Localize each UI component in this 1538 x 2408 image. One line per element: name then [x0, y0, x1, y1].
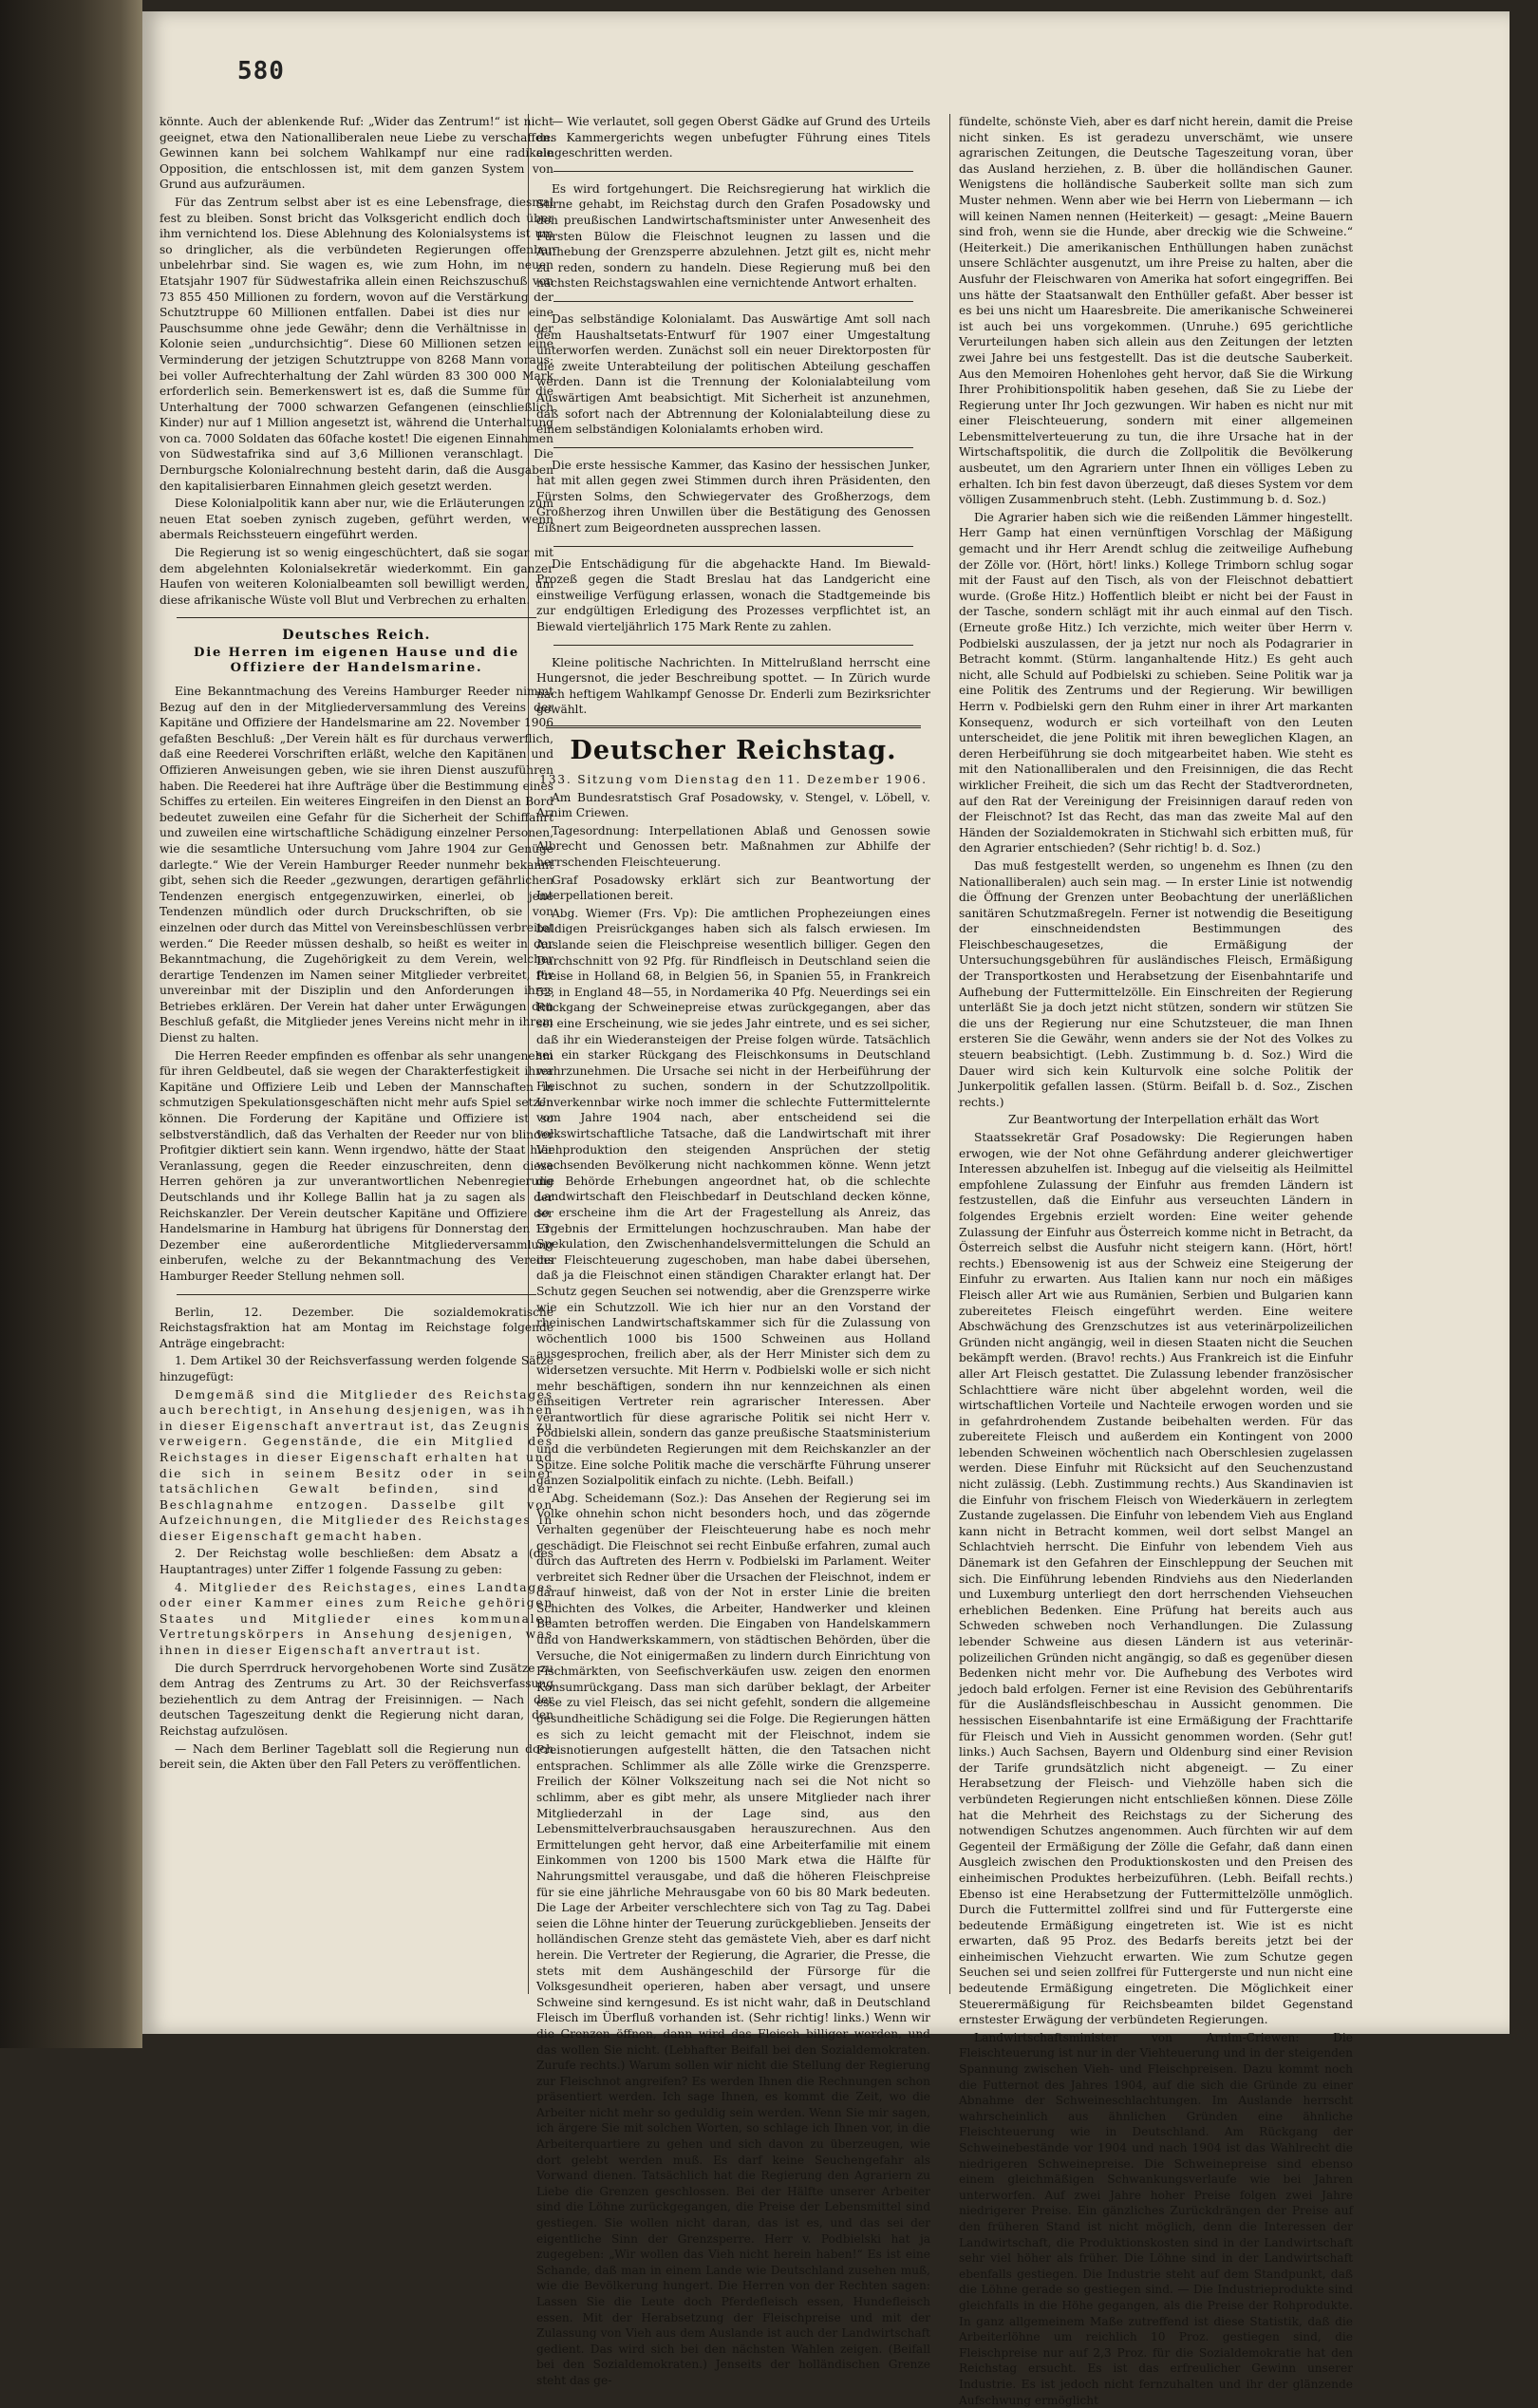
paragraph: Landwirtschaftsminister von Arnim-Criewen: Die Fleischteuerung ist nur in der Viehteuerung und in der steigenden Spannung zwischen Vieh- und Fleischpreisen. Dazu kommt noch die Futternot des Jahres 1904, auf die sich die Gründe zu einer Abnahme der Schweineschlachtungen. Im Auslande herrscht wahrscheinlich aus ähnlichen Gründen eine ähnliche Fleischteuerung wie in Deutschland. Am Rückgang der Schweinebestände vor 1904 und nach 1904 ist das Wahlrecht die niedrigeren Schweinepreise. Die Schweinepreise sind ebenso einem gleichmäßigen Schwankungsverlaufe wie bei Jahren unterworfen. Auf zwei Jahre hoher Preise folgen zwei Jahre niedrigerer Preise. Ein gänzliches Zurückdrängen der Preise auf den früheren Stand ist nicht möglich, denn die Interessen der Landwirtschaft, die Produktionskosten sind in der Landwirtschaft sehr viel höher als früher. Die Löhne sind in der Landwirtschaft ebenfalls gestiegen. Die Industrie steht auf dem Standpunkt, daß die Löhne gerade so gestiegen sind. — Die Industrieprodukte sind gleichfalls in die Höhe gegangen, als die Preise der Rohprodukte. In ganz allgemeinem Maße zutreffend ist diese Statistik, daß die Arbeiterlöhne um reichlich 10 Proz. gestiegen sind, die Fleischpreise nur auf 2,3 Proz. für die Sozialdemokratie hat den Reichstag ersucht. Es ist das erfreulicher Gewinn unserer Industrie. Es ist jedoch nicht fernzuhalten und ihr der glänzende Aufschwung ermöglicht	[959, 2030, 1353, 2407]
paragraph: Diese Kolonialpolitik kann aber nur, wie die Erläuterungen zum neuen Etat soeben zynisch zugeben, geführt werden, wenn abermals Reichssteuern eingeführt werden.	[159, 497, 553, 542]
paragraph: Am Bundesratstisch Graf Posadowsky, v. Stengel, v. Löbell, v. Arnim Criewen.	[536, 790, 930, 820]
paragraph: Berlin, 12. Dezember. Die sozialdemokratische Reichstagsfraktion hat am Montag im Reichstage folgende Anträge eingebracht:	[159, 1305, 553, 1350]
paragraph: — Nach dem Berliner Tageblatt soll die Regierung nun doch bereit sein, die Akten über den Fall Peters zu veröffentlichen.	[159, 1741, 553, 1772]
section-divider	[553, 171, 913, 172]
paragraph: Die erste hessische Kammer, das Kasino der hessischen Junker, hat mit allen gegen zwei Stimmen durch ihren Präsidenten, den Fürsten Solms, den Schwiegervater des Großherzogs, dem Großherzog ihren Unwillen über die Bestätigung des Genossen Eißnert zum Beigeordneten aussprechen lassen.	[536, 458, 930, 536]
paragraph: 4. Mitglieder des Reichstages, eines Landtages oder einer Kammer eines zum Reiche gehörigen Staates und Mitglieder eines kommunalen Vertretungskörpers in Ansehung desjenigen, was ihnen in dieser Eigenschaft anvertraut ist.	[159, 1580, 553, 1658]
book-binding	[0, 0, 142, 2048]
paragraph: Demgemäß sind die Mitglieder des Reichstages auch berechtigt, in Ansehung desjenigen, was ihnen in dieser Eigenschaft anvertraut ist, das Zeugnis zu verweigern. Gegenstände, die ein Mitglied des Reichstages in dieser Eigenschaft erhalten hat und die sich in seinem Besitz oder in seiner tatsächlichen Gewalt befinden, sind der Beschlagnahme entzogen. Dasselbe gilt von Aufzeichnungen, die Mitglieder des Reichstages in dieser Eigenschaft gemacht haben.	[159, 1387, 553, 1543]
section-divider	[553, 645, 913, 646]
paragraph: Das muß festgestellt werden, so ungenehm es Ihnen (zu den Nationalliberalen) auch sein mag. — In erster Linie ist notwendig die Öffnung der Grenzen unter Beobachtung der unerläßlichen sanitären Schutzmaßregeln. Ferner ist notwendig die Beseitigung der einschneidendsten Bestimmungen des Fleischbeschaugesetzes, die Ermäßigung der Untersuchungsgebühren für ausländisches Fleisch, Ermäßigung der Transportkosten und Herabsetzung der Eisenbahntarife und Aufhebung der Futtermittelzölle. Ein Einschreiten der Regierung unterläßt Sie ja doch jetzt nicht stützen, sondern wir stützen Sie die uns der Regierung nur eine Schutzsteuer, die man Ihnen ersteren Sie die Gewähr, wenn anders sie der Not des Volkes zu steuern beabsichtigt. (Lebh. Zustimmung b. d. Soz.) Wird die Dauer wird sich kein Kulturvolk eine solche Politik der Junkerpolitik gefallen lassen. (Stürm. Beifall b. d. Soz., Zischen rechts.)	[959, 858, 1353, 1109]
paragraph: Zur Beantwortung der Interpellation erhält das Wort	[1007, 1113, 1320, 1127]
paragraph: Die Regierung ist so wenig eingeschüchtert, daß sie sogar mit dem abgelehnten Kolonialsekretär wiederkommt. Ein ganzer Haufen von weiteren Kolonialbeamten soll bewilligt werden, um diese afrikanische Wüste voll Blut und Verbrechen zu erhalten.	[159, 546, 553, 607]
paragraph: Die Herren Reeder empfinden es offenbar als sehr unangenehm für ihren Geldbeutel, daß sie wegen der Charakterfestigkeit ihrer Kapitäne und Offiziere Leib und Leben der Mannschaften in schmutzigen Spekulationsgeschäften nicht mehr aufs Spiel setzen können. Die Forderung der Kapitäne und Offiziere ist so selbstverständlich, daß das Verhalten der Reeder nur von blinder Profitgier diktiert sein kann. Wenn irgendwo, hätte der Staat hier Veranlassung, gegen die Reeder einzuschreiten, denn diese Herren gehören ja zur unverantwortlichen Nebenregierung Deutschlands und ihr Kollege Ballin hat ja zu sagen als der Reichskanzler. Der Verein deutscher Kapitäne und Offiziere der Handelsmarine in Hamburg hat übrigens für Donnerstag den 13. Dezember eine außerordentliche Mitgliederversammlung einberufen, welche zu der Bekanntmachung des Vereins Hamburger Reeder Stellung nehmen soll.	[159, 1048, 553, 1283]
section-divider	[553, 447, 913, 448]
section-divider	[177, 1294, 536, 1295]
section-divider	[553, 301, 913, 302]
column-left	[159, 114, 553, 2008]
column-middle	[536, 114, 930, 2387]
paragraph: fündelte, schönste Vieh, aber es darf nicht herein, damit die Preise nicht sinken. Es ist geradezu unverschämt, wie unsere agrarischen Zeitungen, die Deutsche Tageszeitung voran, über das Ausland herziehen, z. B. über die holländischen Gauner. Wenigstens die holländische Sauberkeit sollte man sich zum Muster nehmen. Wenn aber wie bei Herrn von Liebermann — ich will keinen Namen nennen (Heiterkeit) — gesagt: „Meine Bauern sind froh, wenn sie die Hunde, aber dreckig wie die Schweine.“ (Heiterkeit.) Die amerikanischen Enthüllungen haben zunächst unsere Schlächter ausgenutzt, um ihre Preise zu halten, aber die Ausfuhr der Fleischwaren von Amerika hat sofort eingegriffen. Bei uns hätte der Staatsanwalt den Enthüller gefaßt. Aber besser ist es bei uns nicht um Haaresbreite. Die amerikanische Schweinerei ist auch bei uns vorgekommen. (Unruhe.) 695 gerichtliche Verurteilungen haben sich allein aus den Zeitungen der letzten zwei Jahre bei uns festgestellt. Das ist die deutsche Sauberkeit. Aus den Memoiren Hohenlohes geht hervor, daß Sie die Wirkung Ihrer Prohibitionspolitik haben gesehen, daß Sie zu Liebe der Regierung unter Ihr Joch gezwungen. Wir haben es nicht nur mit einer Fleischteuerung, sondern mit einer allgemeinen Lebensmittelverteuerung zu tun, die ihre Ursache hat in der Wirtschaftspolitik, die durch die Zollpolitik die Bevölkerung ausbeutet, um den Agrariern unter Ihnen ein völliges Leben zu erhalten. Ich bin fest davon überzeugt, daß dieses System vor dem völligen Zusammenbruch steht. (Lebh. Zustimmung b. d. Soz.)	[959, 115, 1353, 507]
section-divider	[553, 546, 913, 547]
paragraph: Abg. Wiemer (Frs. Vp): Die amtlichen Prophezeiungen eines baldigen Preisrückganges haben sich als falsch erwiesen. Im Auslande seien die Fleischpreise wesentlich billiger. Gegen den Durchschnitt von 92 Pfg. für Rindfleisch in Deutschland seien die Preise in Holland 68, in Belgien 56, in Spanien 55, in Frankreich 52, in England 48—55, in Nordamerika 40 Pfg. Neuerdings sei ein Rückgang der Schweinepreise etwas zurückgegangen, aber das sei eine Erscheinung, wie sie jedes Jahr eintrete, und es sei sicher, daß ihr ein Wiederansteigen der Preise folgen würde. Tatsächlich sei ein starker Rückgang des Fleischkonsums in Deutschland wahrzunehmen. Die Ursache sei nicht in der Herbeiführung der Fleischnot zu suchen, sondern in der Schutzzollpolitik. Unverkennbar wirke noch immer die schlechte Futtermittelernte vom Jahre 1904 nach, aber entscheidend sei die volkswirtschaftliche Tatsache, daß die Landwirtschaft mit ihrer Viehproduktion den steigenden Ansprüchen der stetig wachsenden Bevölkerung nicht nachkommen könne. Wenn jetzt die Behörde Erhebungen angeordnet hat, ob die schlechte Landwirtschaft den Fleischbedarf in Deutschland decken könne, so erscheine ihm die Art der Fragestellung als Anreiz, das Ergebnis der Ermittelungen hochzuschrauben. Man habe der Spekulation, den Zwischenhandelsvermittelungen die Schuld an der Fleischteuerung zugeschoben, man habe dabei übersehen, daß ja die Fleischnot einen ständigen Charakter erlangt hat. Der Schutz gegen Seuchen sei notwendig, aber die Grenzsperre wirke wie ein Schutzzoll. Wie ich hier nur an den Vorstand der rheinischen Landwirtschaftskammer sich für die Zulassung von wöchentlich 1000 bis 1500 Schweinen aus Holland ausgesprochen, freilich aber, als der Herr Minister sich dem zu widersetzen versuchte. Mit Herrn v. Podbielski wolle er sich nicht mehr beschäftigen, sondern ihn nur kennzeichnen als einen einseitigen Vertreter rein agrarischer Interessen. Aber verantwortlich für diese agrarische Politik sei nicht Herr v. Podbielski allein, sondern das ganze preußische Staatsministerium und die verbündeten Regierungen mit dem Reichskanzler an der Spitze. Eine solche Politik mache die verschärfte Führung unserer ganzen Sozialpolitik einfach zu nichte. (Lebh. Beifall.)	[536, 906, 930, 1488]
paragraph: Abg. Scheidemann (Soz.): Das Ansehen der Regierung sei im Volke ohnehin schon nicht besonders hoch, und das zögernde Verhalten gegenüber der Fleischteuerung habe es noch mehr geschädigt. Die Fleischnot sei recht Einbuße erfahren, zumal auch durch das Auftreten des Herrn v. Podbielski im Parlament. Weiter verbreitet sich Redner über die Ursachen der Fleischnot, indem er darauf hinweist, daß von der Not in erster Linie die breiten Schichten des Volkes, die Arbeiter, Handwerker und kleinen Beamten betroffen werden. Die Eingaben von Handelskammern und von Handwerkskammern, von städtischen Behörden, über die Versuche, die Not einigermaßen zu lindern durch Einrichtung von Fischmärkten, von Seefischverkäufen usw. zeigen den enormen Konsumrückgang. Dass man sich darüber beklagt, der Arbeiter esse zu viel Fleisch, das sei nicht gefehlt, sondern die allgemeine gesundheitliche Schädigung sei die Folge. Die Regierungen hätten es sich zu leicht gemacht mit der Fleischnot, indem sie Preisnotierungen aufgestellt hätten, die den Tatsachen nicht entsprachen. Schlimmer als alle Zölle wirke die Grenzsperre. Freilich der Kölner Volkszeitung nach sei die Not nicht so schlimm, aber es gibt mehr, als unsere Mitglieder nach ihrer Mitgliederzahl in der Lage sind, aus den Lebensmittelverbrauchsausgaben herauszurechnen. Aus den Ermittelungen geht hervor, daß eine Arbeiterfamilie mit einem Einkommen von 1200 bis 1500 Mark etwa die Hälfte für Nahrungsmittel verausgabe, und daß die höheren Fleischpreise für sie eine jährliche Mehrausgabe von 60 bis 80 Mark bedeuten. Die Lage der Arbeiter verschlechtere sich von Tag zu Tag. Dabei seien die Löhne hinter der Teuerung zurückgeblieben. Jenseits der holländischen Grenze steht das gemästete Vieh, aber es darf nicht herein. Die Vertreter der Regierung, die Agrarier, die Presse, die stets mit dem Aushängeschild der Fürsorge für die Volksgesundheit operieren, haben aber versagt, und unsere Schweine sind kerngesund. Es ist nicht wahr, daß in Deutschland Fleisch im Überfluß vorhanden ist. (Sehr richtig! links.) Wenn wir die Grenzen öffnen, dann wird das Fleisch billiger werden, und das wollen Sie nicht. (Lebhafter Beifall bei den Sozialdemokraten. Zurufe rechts.) Warum sollen wir nicht die Stellung der Regierung zur Fleischnot angreifen? Es werden Ihnen die Rechnungen schon präsentiert werden. Ich sage Ihnen, es kommt die Zeit, wo die Arbeiter nicht mehr so geduldig sein werden. Wenn Sie mir sagen, ich ärgere Sie mit solchen Worten, so schlage ich Ihnen vor, in die Arbeiterquartiere zu gehen und sich davon zu überzeugen, wie dort gelebt werden muß. Es darf keine Seuchengefahr als Vorwand dienen. Tatsächlich hat die Regierung den Agrariern zu Liebe die Grenzen geschlossen. Bei der Hälfte unserer Arbeiter sind die Löhne zurückgegangen, die Preise der Lebensmittel sind gestiegen. Sie wollen nicht daran, das ist es, und das sei der eigentliche Sinn der Grenzsperre. Herr v. Podbielski hat ja zugegeben: „Wir wollen das Vieh nicht herein haben!“ Es ist eine Schande, daß man in einem Lande wie Deutschland zusehen muß, wie die Bevölkerung hungert. Die Herren von der Rechten sagen: Lassen Sie die Leute doch Pferdefleisch essen, Hundefleisch essen. Mit der Herabsetzung der Fleischpreise und mit der Zulassung von Vieh aus dem Auslande ist auch der Landwirtschaft gedient. Das wird sich bei den nächsten Wahlen zeigen. (Beifall bei den Sozialdemokraten.) Jenseits der holländischen Grenze steht das ge-	[536, 1491, 930, 2387]
page-number: 580	[237, 57, 285, 85]
paragraph: Für das Zentrum selbst aber ist es eine Lebensfrage, diesmal fest zu bleiben. Sonst bricht das Volksgericht endlich doch über ihm vernichtend los. Diese Ablehnung des Kolonialsystems ist um so dringlicher, als die verbündeten Regierungen offenbar unbelehrbar sind. Sie wagen es, wie zum Hohn, im neuen Etatsjahr 1907 für Südwestafrika allein einen Reichszuschuß von 73 855 450 Millionen zu fordern, wovon auf die Verstärkung der Schutztruppe 60 Millionen entfallen. Dabei ist dies nur eine Pauschsumme ohne jede Gewähr; denn die Verhältnisse in der Kolonie seien „undurchsichtig“. Diese 60 Millionen setzen eine Verminderung der jetzigen Schutztruppe von 8268 Mann voraus; bei voller Aufrechterhaltung der Zahl würden 83 300 000 Mark erforderlich sein. Bemerkenswert ist es, daß die Summe für die Unterhaltung der 7000 schwarzen Gefangenen (einschließlich Kinder) nur auf 1 Million angesetzt ist, während die Unterhaltung von ca. 7000 Soldaten das 60fache kostet! Die eigenen Einnahmen von Südwestafrika sind auf 3,6 Millionen veranschlagt. Die Dernburgsche Kolonialrechnung besteht darin, daß die Ausgaben den kapitalisierbaren Einnahmen gleich gesetzt werden.	[159, 195, 553, 493]
section-heading: Deutsches Reich.	[282, 628, 431, 644]
article-headline: Die Herren im eigenen Hause und die Offiziere der Handelsmarine.	[193, 646, 520, 675]
paragraph: Die durch Sperrdruck hervorgehobenen Worte sind Zusätze zu dem Antrag des Zentrums zu Art. 30 der Reichsverfassung beziehentlich zu dem Antrag der Freisinnigen. — Nach der deutschen Tageszeitung denkt die Regierung nicht daran, den Reichstag aufzulösen.	[159, 1661, 553, 1738]
paragraph: könnte. Auch der ablenkende Ruf: „Wider das Zentrum!“ ist nicht geeignet, etwa den Nationalliberalen neue Liebe zu verschaffen. Gewinnen kann bei solchem Wahlkampf nur eine radikale Opposition, die entschlossen ist, mit dem ganzen System von Grund aus aufzuräumen.	[159, 115, 553, 192]
paragraph: 2. Der Reichstag wolle beschließen: dem Absatz a (des Hauptantrages) unter Ziffer 1 folgende Fassung zu geben:	[159, 1547, 553, 1577]
section-divider	[546, 725, 921, 728]
paragraph: Eine Bekanntmachung des Vereins Hamburger Reeder nimmt Bezug auf den in der Mitgliederversammlung des Vereins der Kapitäne und Offiziere der Handelsmarine am 22. November 1906 gefaßten Beschluß: „Der Verein hält es für durchaus verwerflich, daß eine Reederei Vorschriften erläßt, welche den Kapitänen und Offizieren Anweisungen geben, wie sie ihren Dienst auszuführen haben. Die Reederei hat ihre Aufträge über die Bestimmung eines Schiffes zu erteilen. Ein weiteres Eingreifen in den Dienst an Bord bedeutet zuweilen eine Gefahr für die Sicherheit der Schiffahrt und zuweilen eine wirtschaftliche Schädigung einzelner Personen, wie die sesamtliche Untersuchung vom Jahre 1904 zur Genüge darlegte.“ Wie der Verein Hamburger Reeder nunmehr bekannt gibt, sehen sich die Reeder „gezwungen, derartigen gefährlichen Tendenzen energisch entgegenzuwirken, einerlei, ob jene Tendenzen mündlich oder durch Druckschriften, ob sie von einzelnen oder durch das Mittel von Vereinsbeschlüssen verbreitet werden.“ Die Reeder müssen deshalb, so heißt es weiter in der Bekanntmachung, die Zugehörigkeit zu dem Verein, welcher derartige Tendenzen im Namen seiner Mitglieder verbreitet, für unvereinbar mit der Disziplin und den Anforderungen ihres Betriebes erklären. Der Verein hat daher unter Erwägungen den Beschluß gefaßt, die Mitglieder jenes Vereins nicht mehr in ihrem Dienst zu halten.	[159, 685, 553, 1045]
column-rule	[949, 114, 950, 1994]
paragraph: Kleine politische Nachrichten. In Mittelrußland herrscht eine Hungersnot, die jeder Beschreibung spottet. — In Zürich wurde nach heftigem Wahlkampf Genosse Dr. Enderli zum Bezirksrichter gewählt.	[536, 655, 930, 717]
paragraph: Das selbständige Kolonialamt. Das Auswärtige Amt soll nach dem Haushaltsetats-Entwurf für 1907 einer Umgestaltung unterworfen werden. Zunächst soll ein neuer Direktorposten für die zweite Unterabteilung der politischen Abteilung geschaffen werden. Dann ist die Trennung der Kolonialabteilung vom Auswärtigen Amt beabsichtigt. Mit Sicherheit ist anzunehmen, daß sofort nach der Abtrennung der Kolonialabteilung diese zu einem selbständigen Kolonialamts erhoben wird.	[536, 311, 930, 437]
paragraph: 1. Dem Artikel 30 der Reichsverfassung werden folgende Sätze hinzugefügt:	[159, 1354, 553, 1383]
paragraph: Tagesordnung: Interpellationen Ablaß und Genossen sowie Albrecht und Genossen betr. Maßnahmen zur Abhilfe der herrschenden Fleischteuerung.	[536, 823, 930, 869]
paragraph: Staatssekretär Graf Posadowsky: Die Regierungen haben erwogen, wie der Not ohne Gefährdung anderer gleichwertiger Interessen abzuhelfen ist. Inbegug auf die vielseitig als Heilmittel empfohlene Zulassung der Einfuhr aus fremden Ländern ist festzustellen, daß die Einfuhr aus verseuchten Ländern in folgendes Ergebnis erzielt worden: Eine weiter gehende Zulassung der Einfuhr aus Österreich komme nicht in Betracht, da Österreich selbst die Ausfuhr nicht steigern kann. (Hört, hört! rechts.) Ebensowenig ist aus der Schweiz eine Steigerung der Einfuhr zu erwarten. Aus Italien kann nur noch ein mäßiges Fleisch aller Art wie aus Rumänien, Serbien und Bulgarien kann zubereitetes Fleisch eingeführt werden. Eine weitere Abschwächung des Grenzschutzes ist aus veterinärpolizeilichen Gründen nicht angängig, weil in diesen Staaten nicht die Seuchen bekämpft werden. (Bravo! rechts.) Aus Frankreich ist die Einfuhr aller Art Fleisch gestattet. Die Zulassung lebender französischer Schlachttiere wäre nicht über abgelehnt worden, weil die wirtschaftlichen Vorteile und Nachteile erwogen worden und sie in gefahrdrohendem Zustande beibehalten werden. Für das zubereitete Fleisch und außerdem ein Kontingent von 2000 lebenden Schweinen wöchentlich nach Oberschlesien zugelassen werden. Diese Einfuhr mit Rücksicht auf den Seuchenzustand nicht zulässig. (Lebh. Zustimmung rechts.) Aus Skandinavien ist die Einfuhr von frischem Fleisch von Wiederkäuern in zerlegtem Zustande zugelassen. Die Einfuhr von lebendem Vieh aus England kann nicht in Betracht kommen, weil dort selbst Mangel an Schlachtvieh herrscht. Die Einfuhr von lebendem Vieh aus Dänemark ist den Gefahren der Einschleppung der Seuchen mit sich. Die Einführung lebenden Rindviehs aus den Niederlanden und Luxemburg unterliegt den dort herrschenden Viehseuchen erheblichen Bedenken. Eine Prüfung hat bereits auch aus Schweden schweben noch Verhandlungen. Die Zulassung lebender Schweine aus diesen Ländern ist aus veterinär-polizeilichen Gründen nicht angängig, so daß es gegenüber diesen Bedenken nicht mehr vor. Die Aufhebung des Verbotes wird jedoch bald erfolgen. Ferner ist eine Revision des Gebührentarifs für die Ausländsfleischbeschau in Aussicht genommen. Die hessischen Eisenbahntarife ist eine Ermäßigung der Frachttarife für Fleisch und Vieh in Aussicht genommen worden. (Sehr gut! links.) Auch Sachsen, Bayern und Oldenburg sind einer Revision der Tarife grundsätzlich nicht abgeneigt. — Zu einer Herabsetzung der Fleisch- und Viehzölle haben sich die verbündeten Regierungen nicht entschließen können. Diese Zölle hat die Mehrheit des Reichstags zu der Sicherung des notwendigen Schutzes angenommen. Auch fürchten wir auf dem Gegenteil der Ermäßigung der Zölle die Gefahr, daß dann einen Ausgleich zwischen den Produktionskosten und den Preisen des einheimischen Produktes herbeizuführen. (Lebh. Beifall rechts.) Ebenso ist eine Herabsetzung der Futtermittelzölle unmöglich. Durch die Futtermittel zollfrei sind und für Futtergerste eine bedeutende Ermäßigung eingetreten ist. Wie ist es nicht erwarten, daß 95 Proz. des Bedarfs bereits jetzt bei der einheimischen Viehzucht erwarten. Wie zum Schutze gegen Seuchen sei und seien zollfrei für Futtergerste und nun nicht eine bedeutende Ermäßigung eingetreten. Die Möglichkeit einer Steuerermäßigung für Reichsbeamten bildet Gegenstand ernstester Erwägung der verbündeten Regierungen.	[959, 1131, 1353, 2027]
section-heading: Deutscher Reichstag.	[570, 736, 897, 765]
session-line: 133. Sitzung vom Dienstag den 11. Dezember 1906.	[539, 773, 928, 786]
section-divider	[177, 617, 536, 618]
paragraph: Die Agrarier haben sich wie die reißenden Lämmer hingestellt. Herr Gamp hat einen vernünftigen Vorschlag der Mäßigung gemacht und ihr Herr Arendt schlug die zeitweilige Aufhebung der Zölle vor. (Hört, hört! links.) Kollege Trimborn schlug sogar mit der Faust auf den Tisch, als von der Fleischnot debattiert wurde. (Große Hitz.) Hoffentlich bleibt er nicht bei der Faust in der Tasche, sondern schlägt mit ihr auch einmal auf den Tisch. (Erneute große Hitz.) Ich verzichte, mich weiter über Herrn v. Podbielski auszulassen, der ja jetzt nur noch als Podagrarier in Betracht kommt. (Stürm. langanhaltende Hitz.) Es geht auch nicht, alle Schuld auf Podbielski zu schieben. Seine Politik war ja eine Politik des Zentrums und der Regierung. Wir bewilligen Herrn v. Podbielski gern den Ruhm einer in ihrer Art markanten Konsequenz, wodurch er sich vorteilhaft von den Leuten unterscheidet, die jene Politik mit ihren beweglichen Klagen, an deren Herbeiführung sie doch mitgearbeitet haben. Wie steht es mit den Nationalliberalen und den Freisinnigen, die das Recht wirklicher Freiheit, die sich um das Recht der Stadtverordneten, auf den Rat der Vereinigung der Freisinnigen darauf reden von der Fleischnot? Ist das Recht, das man das zweite Mal auf den Händen der Sozialdemokraten in Stichwahl sich erbitten muß, für den Agrarier entschieden? (Sehr richtig! b. d. Soz.)	[959, 510, 1353, 856]
paragraph: — Wie verlautet, soll gegen Oberst Gädke auf Grund des Urteils des Kammergerichts wegen unbefugter Führung eines Titels eingeschritten werden.	[536, 115, 930, 160]
column-right	[959, 114, 1353, 2407]
paragraph: Es wird fortgehungert. Die Reichsregierung hat wirklich die Stirne gehabt, im Reichstag durch den Grafen Posadowsky und den preußischen Landwirtschaftsminister unter Anwesenheit des Fürsten Bülow die Fleischnot leugnen zu lassen und die Aufhebung der Grenzsperre abzulehnen. Jetzt gilt es, nicht mehr zu reden, sondern zu handeln. Diese Regierung muß bei den nächsten Reichstagswahlen eine vernichtende Antwort erhalten.	[536, 181, 930, 291]
paragraph: Die Entschädigung für die abgehackte Hand. Im Biewald-Prozeß gegen die Stadt Breslau hat das Landgericht eine einstweilige Verfügung erlassen, wonach die Stadtgemeinde bis zur endgültigen Erledigung des Prozesses verpflichtet ist, an Biewald vierteljährlich 175 Mark Rente zu zahlen.	[536, 556, 930, 634]
paragraph: Graf Posadowsky erklärt sich zur Beantwortung der Interpellationen bereit.	[536, 873, 930, 903]
